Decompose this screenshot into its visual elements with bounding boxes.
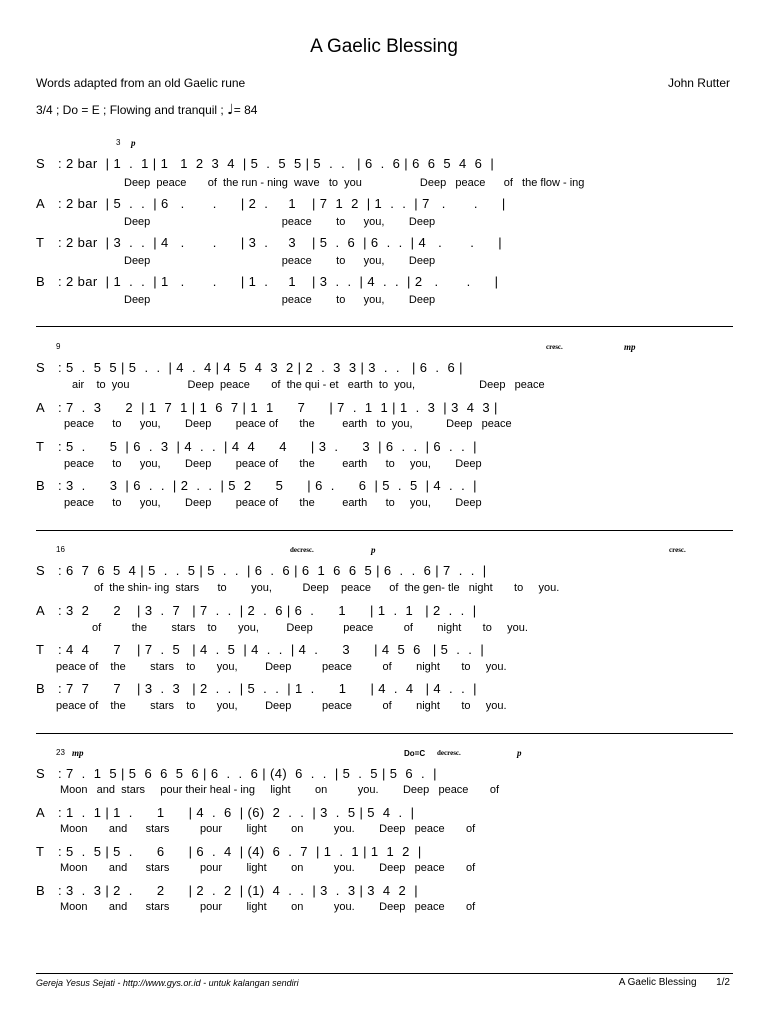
measure-number: 23 xyxy=(56,748,65,757)
system-divider xyxy=(36,326,733,327)
dynamics-row xyxy=(0,748,768,760)
voice-line-tenor xyxy=(36,642,736,658)
lyric-line: Moon and stars pour their heal - ing light on you. Deep peace of xyxy=(60,784,499,796)
lyric-line: Deep peace of the run - ning wave to you Deep peace of the flow - ing xyxy=(124,177,585,189)
voice-notes: : 3 2 2 | 3 . 7 | 7 . . | 2 . 6 | 6 . 1 | 1 . 1 | 2 . . | xyxy=(58,603,477,618)
voice-label: S xyxy=(36,156,45,171)
voice-notes: : 7 . 3 2 | 1 7 1 | 1 6 7 | 1 1 7 | 7 . 1 1 | 1 . 3 | 3 4 3 | xyxy=(58,400,498,415)
lyric-line: of the stars to you, Deep peace of night to you. xyxy=(92,622,528,634)
voice-line-bass xyxy=(36,681,736,697)
voice-line-alto xyxy=(36,400,736,416)
system-divider xyxy=(36,733,733,734)
tempo-marking xyxy=(36,102,257,118)
lyric-line: air to you Deep peace of the qui - et earth to you, Deep peace xyxy=(72,379,545,391)
voice-line-alto xyxy=(36,805,736,821)
voice-notes: : 6 7 6 5 4 | 5 . . 5 | 5 . . | 6 . 6 | 6 1 6 6 5 | 6 . . 6 | 7 . . | xyxy=(58,563,487,578)
voice-label: S xyxy=(36,563,45,578)
dynamics-row xyxy=(0,342,768,354)
footer-page-info xyxy=(619,977,730,988)
voice-label: T xyxy=(36,844,44,859)
dynamic-mark: p xyxy=(131,138,136,148)
voice-line-bass xyxy=(36,274,736,290)
voice-notes: : 5 . 5 5 | 5 . . | 4 . 4 | 4 5 4 3 2 | 2 . 3 3 | 3 . . | 6 . 6 | xyxy=(58,360,463,375)
lyric-line: peace to you, Deep peace of the earth to you, Deep xyxy=(64,497,482,509)
lyric-line: Moon and stars pour light on you. Deep peace of xyxy=(60,862,476,874)
dynamics-row xyxy=(0,545,768,557)
voice-notes: : 2 bar | 5 . . | 6 . . | 2 . 1 | 7 1 2 | 1 . . | 7 . . | xyxy=(58,196,506,211)
dynamic-mark: decresc. xyxy=(437,749,461,757)
voice-line-tenor xyxy=(36,844,736,860)
voice-notes: : 7 7 7 | 3 . 3 | 2 . . | 5 . . | 1 . 1 | 4 . 4 | 4 . . | xyxy=(58,681,477,696)
system-divider xyxy=(36,530,733,531)
voice-label: B xyxy=(36,274,45,289)
voice-line-bass xyxy=(36,883,736,899)
key-change: Do=C xyxy=(404,749,426,758)
page-title: A Gaelic Blessing xyxy=(310,36,458,57)
lyric-line: Moon and stars pour light on you. Deep peace of xyxy=(60,823,476,835)
dynamic-mark: mp xyxy=(72,748,84,758)
voice-notes: : 3 . 3 | 2 . 2 | 2 . 2 | (1) 4 . . | 3 . 3 | 3 4 2 | xyxy=(58,883,418,898)
voice-label: S xyxy=(36,360,45,375)
voice-line-tenor xyxy=(36,439,736,455)
voice-label: A xyxy=(36,805,45,820)
lyric-line: of the shin- ing stars to you, Deep peace of the gen- tle night to you. xyxy=(94,582,560,594)
dynamics-row xyxy=(0,138,768,150)
dynamic-mark: mp xyxy=(624,342,636,352)
lyric-line: Deep peace to you, Deep xyxy=(124,294,436,306)
measure-number: 3 xyxy=(116,138,121,147)
lyric-line: peace of the stars to you, Deep peace of night to you. xyxy=(56,661,507,673)
footer-divider xyxy=(36,973,733,974)
voice-line-bass xyxy=(36,478,736,494)
dynamic-mark: p xyxy=(517,748,522,758)
quarter-note-icon: ♩ xyxy=(227,102,234,118)
lyric-line: peace to you, Deep peace of the earth to you, Deep xyxy=(64,458,482,470)
voice-notes: : 1 . 1 | 1 . 1 | 4 . 6 | (6) 2 . . | 3 . 5 | 5 4 . | xyxy=(58,805,415,820)
lyric-line: peace to you, Deep peace of the earth to you, Deep peace xyxy=(64,418,512,430)
lyric-line: Moon and stars pour light on you. Deep peace of xyxy=(60,901,476,913)
voice-label: S xyxy=(36,766,45,781)
voice-label: B xyxy=(36,681,45,696)
tempo-value: = 84 xyxy=(233,103,258,117)
voice-notes: : 2 bar | 3 . . | 4 . . | 3 . 3 | 5 . 6 | 6 . . | 4 . . | xyxy=(58,235,503,250)
lyric-line: peace of the stars to you, Deep peace of night to you. xyxy=(56,700,507,712)
lyric-line: Deep peace to you, Deep xyxy=(124,255,436,267)
page-number: 1/2 xyxy=(716,977,730,988)
voice-notes: : 5 . 5 | 6 . 3 | 4 . . | 4 4 4 | 3 . 3 | 6 . . | 6 . . | xyxy=(58,439,477,454)
voice-line-soprano xyxy=(36,766,736,782)
voice-notes: : 2 bar | 1 . 1 | 1 1 2 3 4 | 5 . 5 5 | 5 . . | 6 . 6 | 6 6 5 4 6 | xyxy=(58,156,495,171)
voice-label: T xyxy=(36,235,44,250)
voice-line-soprano xyxy=(36,156,736,172)
voice-notes: : 5 . 5 | 5 . 6 | 6 . 4 | (4) 6 . 7 | 1 . 1 | 1 1 2 | xyxy=(58,844,422,859)
voice-label: T xyxy=(36,439,44,454)
voice-notes: : 4 4 7 | 7 . 5 | 4 . 5 | 4 . . | 4 . 3 | 4 5 6 | 5 . . | xyxy=(58,642,485,657)
dynamic-mark: cresc. xyxy=(669,546,686,554)
voice-line-soprano xyxy=(36,360,736,376)
voice-label: A xyxy=(36,400,45,415)
dynamic-mark: decresc. xyxy=(290,546,314,554)
voice-notes: : 3 . 3 | 6 . . | 2 . . | 5 2 5 | 6 . 6 | 5 . 5 | 4 . . | xyxy=(58,478,477,493)
voice-line-alto xyxy=(36,196,736,212)
voice-label: T xyxy=(36,642,44,657)
voice-line-tenor xyxy=(36,235,736,251)
tempo-text: 3/4 ; Do = E ; Flowing and tranquil ; xyxy=(36,103,224,117)
voice-line-alto xyxy=(36,603,736,619)
dynamic-mark: p xyxy=(371,545,376,555)
measure-number: 16 xyxy=(56,545,65,554)
voice-notes: : 2 bar | 1 . . | 1 . . | 1 . 1 | 3 . . | 4 . . | 2 . . | xyxy=(58,274,499,289)
footer-title: A Gaelic Blessing xyxy=(618,977,697,988)
measure-number: 9 xyxy=(56,342,61,351)
voice-label: A xyxy=(36,603,45,618)
footer-source: Gereja Yesus Sejati - http://www.gys.or.id - untuk kalangan sendiri xyxy=(36,978,299,988)
voice-label: B xyxy=(36,478,45,493)
lyrics-source: Words adapted from an old Gaelic rune xyxy=(36,76,246,90)
voice-line-soprano xyxy=(36,563,736,579)
composer: John Rutter xyxy=(667,76,730,90)
dynamic-mark: cresc. xyxy=(546,343,563,351)
voice-label: A xyxy=(36,196,45,211)
voice-label: B xyxy=(36,883,45,898)
voice-notes: : 7 . 1 5 | 5 6 6 5 6 | 6 . . 6 | (4) 6 . . | 5 . 5 | 5 6 . | xyxy=(58,766,437,781)
lyric-line: Deep peace to you, Deep xyxy=(124,216,436,228)
